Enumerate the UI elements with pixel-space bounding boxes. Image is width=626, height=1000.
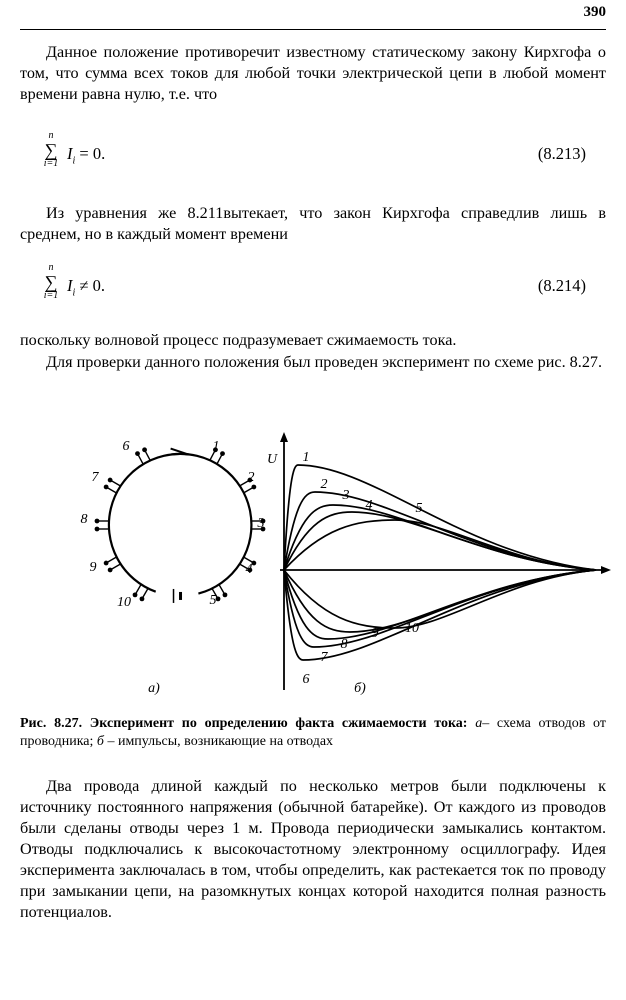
x-axis-arrow [601, 566, 611, 574]
tap-terminal [104, 485, 109, 490]
tap-terminal [133, 592, 138, 597]
tap-label-10: 10 [117, 595, 131, 610]
tap-terminal [251, 485, 256, 490]
equation-relation: = 0. [79, 144, 106, 163]
tap-terminal [95, 519, 100, 524]
figure-caption [20, 715, 606, 751]
axis-label-u: U [266, 452, 278, 467]
curve-label-10: 10 [405, 621, 419, 636]
wire-left-half [109, 454, 189, 592]
page-number: 390 [583, 4, 606, 20]
current-variable: I [67, 276, 73, 295]
current-index: i [72, 155, 76, 167]
tap-terminal [220, 451, 225, 456]
pulse-curve-5 [284, 520, 596, 570]
curve-label-8: 8 [340, 637, 348, 652]
caption-b-letter: б [96, 734, 104, 749]
current-index: i [72, 287, 76, 299]
tap-label-3: 3 [257, 516, 265, 531]
tap-terminal [104, 561, 109, 566]
curve-label-3: 3 [342, 488, 350, 503]
tap-terminal [223, 592, 228, 597]
caption-a-text: – схема отводов от проводника; [20, 716, 606, 749]
tap-label-4: 4 [245, 562, 253, 577]
sum-upper-limit: n [48, 262, 54, 273]
tap-label-5: 5 [209, 593, 217, 608]
sum-upper-limit: n [48, 130, 54, 141]
equation-number: (8.213) [537, 144, 586, 163]
tap-label-6: 6 [122, 439, 130, 454]
pulse-curve-2 [284, 492, 596, 570]
sum-lower-limit: i=1 [43, 290, 59, 301]
paragraph-5: Два провода длиной каждый по несколько метров были подключены к источнику постоянного напряжения (обычной батарейке). От каждого из проводов были сделаны отводы через 1 м. Провода периодически замыкались контактом. Отводы подключались к высокочастотному электронному осциллографу. Идея эксперимента заключалась в том, чтобы определить, как растекается ток по проводу при замыкании цепи, на разомкнутых концах которой находится полная разность потенциалов. [20, 777, 606, 921]
tap-terminal [135, 451, 140, 456]
paragraph-4: Для проверки данного положения был проведен эксперимент по схеме рис. 8.27. [46, 353, 603, 371]
current-variable: I [67, 144, 73, 163]
paragraph-1: Данное положение противоречит известному статическому закону Кирхгофа о том, что сумма всех токов для любой точки электрической цепи в любой момент времени равна нулю, т.е. что [20, 43, 606, 103]
sum-lower-limit: i=1 [43, 158, 59, 169]
equation-number: (8.214) [537, 276, 586, 295]
panel-a-label: а) [148, 681, 160, 696]
curve-label-4: 4 [365, 498, 373, 513]
curve-label-1: 1 [302, 450, 310, 465]
sigma-symbol: ∑ [44, 272, 58, 292]
curve-label-7: 7 [320, 650, 328, 665]
tap-label-8: 8 [80, 512, 88, 527]
tap-label-1: 1 [212, 439, 220, 454]
pulse-curve-9 [284, 570, 596, 632]
tap-label-9: 9 [89, 560, 97, 575]
tap-terminal [140, 596, 145, 601]
paragraph-3: поскольку волновой процесс подразумевает сжимаемость тока. [20, 331, 457, 349]
pulse-curve-10 [284, 570, 596, 628]
curve-label-2: 2 [320, 477, 328, 492]
tap-terminal [108, 478, 113, 483]
sigma-symbol: ∑ [44, 140, 58, 160]
paragraph-2: Из уравнения же 8.211вытекает, что закон Кирхгофа справедлив лишь в среднем, но в каждый момент времени [20, 204, 606, 243]
tap-terminal [108, 568, 113, 573]
tap-terminal [95, 527, 100, 532]
panel-b-label: б) [354, 681, 366, 696]
equation-relation: ≠ 0. [79, 276, 105, 295]
tap-terminal [142, 447, 147, 452]
pulse-curve-1 [284, 465, 596, 570]
caption-a-letter: а [475, 716, 483, 731]
pulse-plot [267, 432, 611, 696]
curve-label-9: 9 [371, 626, 379, 641]
curve-label-6: 6 [302, 672, 310, 687]
curve-label-5: 5 [415, 501, 423, 516]
y-axis-arrow [280, 432, 288, 442]
wire-right-half [171, 454, 251, 594]
tap-label-7: 7 [91, 470, 99, 485]
caption-title: Рис. 8.27. Эксперимент по определению факта сжимаемости тока: [20, 716, 468, 731]
tap-label-2: 2 [247, 470, 255, 485]
tap-scheme-diagram [81, 439, 266, 696]
caption-b-text: – импульсы, возникающие на отводах [107, 734, 334, 749]
